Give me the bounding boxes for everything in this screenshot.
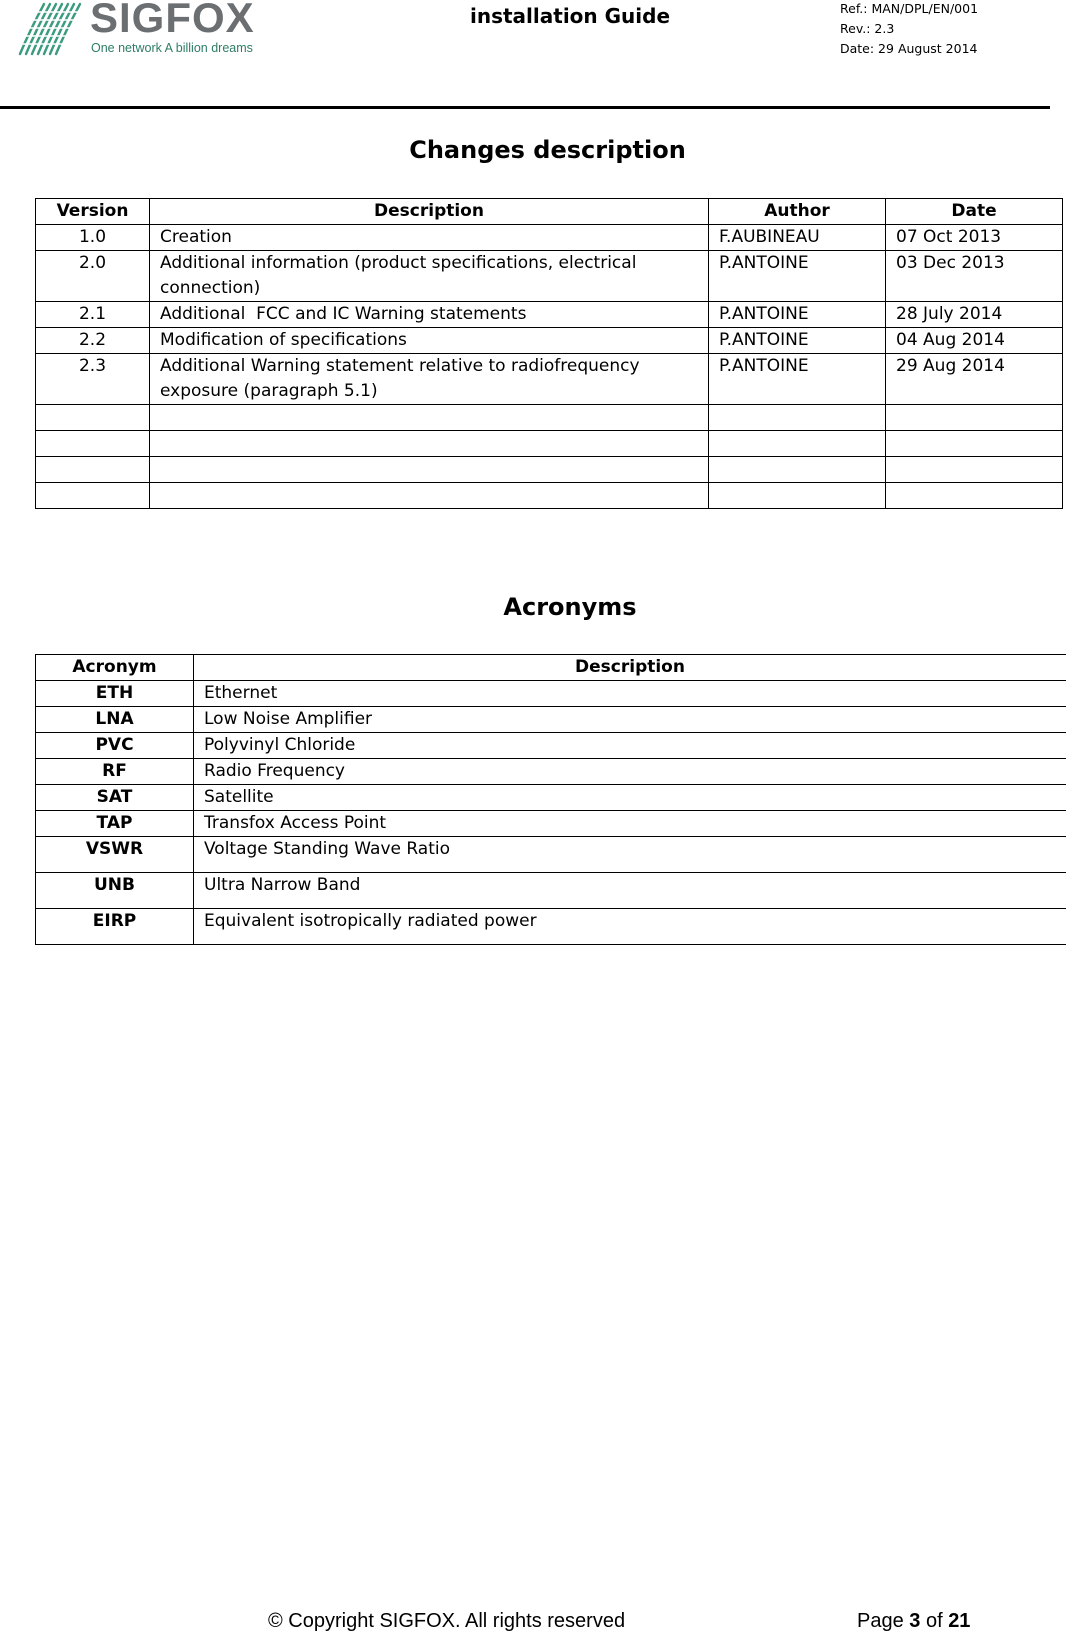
- table-row: [36, 759, 1066, 785]
- document-date: Date: 29 August 2014: [840, 41, 978, 56]
- table-row: [36, 328, 1063, 354]
- author-cell: P.ANTOINE: [709, 302, 886, 328]
- empty-cell: [886, 457, 1063, 483]
- column-header-date: Date: [886, 199, 1063, 225]
- acronym-cell: PVC: [36, 733, 194, 759]
- empty-table-row: [36, 483, 1063, 509]
- empty-cell: [709, 457, 886, 483]
- acronym-cell: EIRP: [36, 909, 194, 945]
- acronym-description-cell: Satellite: [194, 785, 1066, 811]
- acronym-cell: TAP: [36, 811, 194, 837]
- changes-header-row: [36, 199, 1063, 225]
- page-prefix: Page: [857, 1610, 910, 1632]
- empty-cell: [709, 431, 886, 457]
- empty-cell: [36, 483, 150, 509]
- empty-cell: [150, 483, 709, 509]
- acronyms-header-row: [36, 655, 1066, 681]
- version-cell: 1.0: [36, 225, 150, 251]
- document-meta: [840, 0, 978, 59]
- table-row: [36, 873, 1066, 909]
- column-header-version: Version: [36, 199, 150, 225]
- acronym-cell: LNA: [36, 707, 194, 733]
- date-cell: 03 Dec 2013: [886, 251, 1063, 302]
- acronym-description-cell: Low Noise Amplifier: [194, 707, 1066, 733]
- acronym-description-cell: Voltage Standing Wave Ratio: [194, 837, 1066, 873]
- version-cell: 2.0: [36, 251, 150, 302]
- description-cell: Modification of specifications: [150, 328, 709, 354]
- column-header-description: Description: [194, 655, 1066, 681]
- author-cell: P.ANTOINE: [709, 251, 886, 302]
- acronym-description-cell: Ethernet: [194, 681, 1066, 707]
- document-title: installation Guide: [470, 4, 671, 28]
- table-row: [36, 733, 1066, 759]
- empty-cell: [150, 457, 709, 483]
- version-cell: 2.3: [36, 354, 150, 405]
- empty-table-row: [36, 457, 1063, 483]
- date-cell: 28 July 2014: [886, 302, 1063, 328]
- author-cell: F.AUBINEAU: [709, 225, 886, 251]
- description-cell: Additional Warning statement relative to radiofrequency exposure (paragraph 5.1): [150, 354, 709, 405]
- page-of: of: [920, 1610, 949, 1632]
- logo-wordmark: SIGFOX: [90, 0, 255, 41]
- acronym-cell: VSWR: [36, 837, 194, 873]
- date-cell: 07 Oct 2013: [886, 225, 1063, 251]
- empty-cell: [709, 405, 886, 431]
- empty-cell: [150, 405, 709, 431]
- empty-cell: [36, 431, 150, 457]
- table-row: [36, 251, 1063, 302]
- empty-cell: [36, 457, 150, 483]
- document-rev: Rev.: 2.3: [840, 21, 895, 36]
- page-total: 21: [948, 1610, 971, 1632]
- acronym-description-cell: Equivalent isotropically radiated power: [194, 909, 1066, 945]
- table-row: [36, 302, 1063, 328]
- changes-section-title: Changes description: [409, 136, 686, 164]
- table-row: [36, 225, 1063, 251]
- changes-table: [35, 198, 1063, 509]
- acronym-description-cell: Ultra Narrow Band: [194, 873, 1066, 909]
- acronym-cell: UNB: [36, 873, 194, 909]
- logo-tagline: One network A billion dreams: [91, 41, 253, 55]
- empty-table-row: [36, 431, 1063, 457]
- description-cell: Additional information (product specifications, electrical connection): [150, 251, 709, 302]
- empty-cell: [36, 405, 150, 431]
- acronym-description-cell: Transfox Access Point: [194, 811, 1066, 837]
- empty-cell: [150, 431, 709, 457]
- description-cell: Additional FCC and IC Warning statements: [150, 302, 709, 328]
- empty-cell: [886, 483, 1063, 509]
- page-current: 3: [909, 1610, 921, 1632]
- date-cell: 29 Aug 2014: [886, 354, 1063, 405]
- empty-cell: [709, 483, 886, 509]
- acronym-cell: SAT: [36, 785, 194, 811]
- acronyms-table: [35, 654, 1066, 945]
- document-ref: Ref.: MAN/DPL/EN/001: [840, 1, 979, 16]
- table-row: [36, 681, 1066, 707]
- header-divider: [0, 106, 1050, 109]
- version-cell: 2.1: [36, 302, 150, 328]
- empty-cell: [886, 431, 1063, 457]
- author-cell: P.ANTOINE: [709, 328, 886, 354]
- acronym-description-cell: Radio Frequency: [194, 759, 1066, 785]
- table-row: [36, 909, 1066, 945]
- table-row: [36, 837, 1066, 873]
- date-cell: 04 Aug 2014: [886, 328, 1063, 354]
- acronym-description-cell: Polyvinyl Chloride: [194, 733, 1066, 759]
- copyright-notice: © Copyright SIGFOX. All rights reserved: [268, 1610, 626, 1632]
- empty-cell: [886, 405, 1063, 431]
- acronym-cell: ETH: [36, 681, 194, 707]
- table-row: [36, 785, 1066, 811]
- column-header-description: Description: [150, 199, 709, 225]
- sigfox-wave-logo-icon: [16, 0, 86, 56]
- version-cell: 2.2: [36, 328, 150, 354]
- sigfox-logo: [16, 0, 276, 56]
- description-cell: Creation: [150, 225, 709, 251]
- acronyms-section-title: Acronyms: [503, 593, 637, 621]
- column-header-acronym: Acronym: [36, 655, 194, 681]
- column-header-author: Author: [709, 199, 886, 225]
- author-cell: P.ANTOINE: [709, 354, 886, 405]
- acronym-cell: RF: [36, 759, 194, 785]
- table-row: [36, 811, 1066, 837]
- table-row: [36, 354, 1063, 405]
- page-number: [857, 1610, 970, 1633]
- empty-table-row: [36, 405, 1063, 431]
- table-row: [36, 707, 1066, 733]
